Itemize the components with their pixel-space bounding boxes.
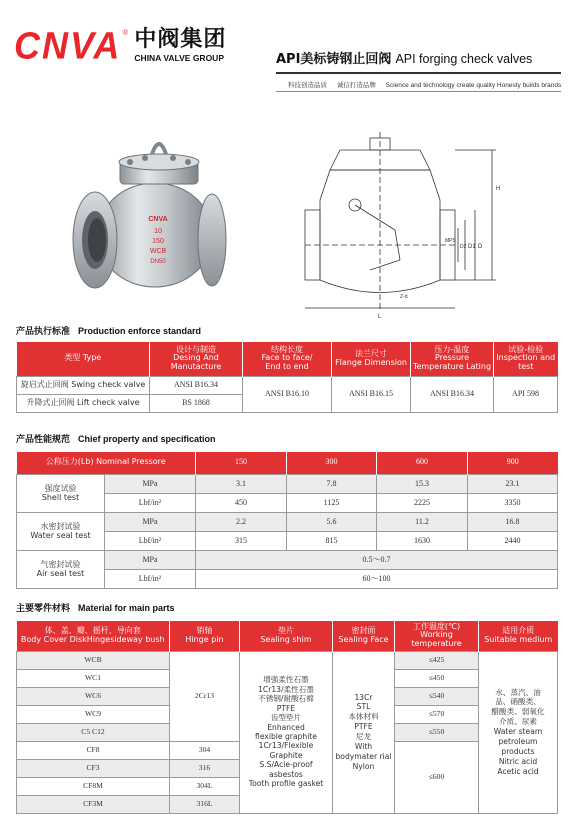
value-cell: 16.8: [468, 512, 558, 531]
slogan-3: Science and technology create quality Honesty builds brands: [385, 82, 562, 89]
value-cell: 1630: [377, 531, 468, 550]
body-material: CF3: [17, 759, 170, 777]
value-cell: 2225: [377, 493, 468, 512]
col-sealing-face: 密封面 Sealing Face: [333, 621, 395, 651]
materials-table: [16, 621, 558, 814]
valve-photo: [60, 130, 240, 305]
class-150: 150: [196, 452, 287, 474]
unit-cell: MPa: [105, 512, 196, 531]
type-cell: 升降式止回阀 Lift check valve: [17, 394, 150, 412]
page-title-cn: API美标铸钢止回阀: [276, 52, 392, 67]
value-cell: 450: [196, 493, 287, 512]
section-title-en: Chief property and specification: [78, 434, 216, 444]
page-title-en: API forging check valves: [395, 52, 533, 66]
slogan-2: 诚信打造品牌: [336, 82, 376, 89]
unit-cell: Lbf/in²: [105, 493, 196, 512]
slogan-1: 科技创造品质: [288, 82, 327, 89]
temp-cell: ≤425: [395, 651, 479, 669]
col-pressure-temp: 压力-温度 Pressure Temperature Lating: [411, 342, 494, 376]
value-cell: 3350: [468, 493, 558, 512]
value-cell: 15.3: [377, 474, 468, 493]
temp-cell: ≤550: [395, 723, 479, 741]
header-divider-thin: [276, 91, 561, 92]
value-cell: 2440: [468, 531, 558, 550]
test-cell: API 598: [494, 376, 558, 412]
class-900: 900: [468, 452, 558, 474]
dim-l: L: [378, 314, 382, 320]
logo-chinese-name: 中阀集团: [134, 27, 227, 53]
pin-material: 304L: [170, 777, 240, 795]
flange-cell: ANSI B16.15: [332, 376, 411, 412]
col-type: 类型 Type: [17, 342, 150, 376]
col-medium: 适用介质 Suitable medium: [479, 621, 558, 651]
body-material: WC9: [17, 705, 170, 723]
body-material: WC1: [17, 669, 170, 687]
table-row: [17, 651, 558, 669]
sealing-face-cell: 13Cr STL 本体材料 PTFE 尼龙 With bodymater rial Nylon: [333, 651, 395, 813]
section-title-property: [16, 432, 216, 445]
company-logo: [14, 25, 226, 67]
test-name: 气密封试验 Air seal test: [17, 550, 105, 588]
design-cell: ANSI B16.34: [150, 376, 243, 394]
unit-cell: MPa: [105, 474, 196, 493]
temp-cell: ≤540: [395, 687, 479, 705]
value-cell: 11.2: [377, 512, 468, 531]
valve-dimension-drawing: [300, 130, 520, 320]
col-body: 体、盖、瓣、摇杆、导向套 Body Cover DiskHingesideway bush: [17, 621, 170, 651]
nominal-pressure-header: 公称压力(Lb) Nominal Pressore: [17, 452, 196, 474]
value-cell: 0.5～0.7: [196, 550, 558, 569]
plate-line-4: DN50: [150, 259, 166, 265]
col-flange: 法兰尺寸 Flange Dimension: [332, 342, 411, 376]
class-600: 600: [377, 452, 468, 474]
dim-mps: MPS: [445, 238, 456, 244]
plate-line-3: WCB: [149, 248, 167, 255]
table-row: [17, 376, 558, 394]
value-cell: 7.8: [287, 474, 377, 493]
unit-cell: Lbf/in²: [105, 569, 196, 588]
col-face-to-face: 结构长度 Face to face/ End to end: [243, 342, 332, 376]
body-material: WC6: [17, 687, 170, 705]
type-cell: 旋启式止回阀 Swing check valve: [17, 376, 150, 394]
section-title-standards: [16, 324, 201, 337]
body-material: CF3M: [17, 795, 170, 813]
property-table: [16, 452, 558, 589]
section-title-cn: 产品执行标准: [16, 327, 71, 337]
temp-cell: ≤600: [395, 741, 479, 813]
pin-material: 316: [170, 759, 240, 777]
dim-d: D: [478, 244, 483, 250]
slogan: [288, 80, 569, 89]
value-cell: 2.2: [196, 512, 287, 531]
test-name: 强度试验 Shell test: [17, 474, 105, 512]
table-row: [17, 512, 558, 531]
unit-cell: Lbf/in²: [105, 531, 196, 550]
medium-cell: 水、蒸汽、油 品、硝酸类、 醋酸类、弱氧化 介质、尿素 Water steam petroleum products Nitric acid Acetic acid: [479, 651, 558, 813]
pt-cell: ANSI B16.34: [411, 376, 494, 412]
test-name: 水密封试验 Water seal test: [17, 512, 105, 550]
plate-brand: CNVA: [148, 216, 168, 223]
pin-material: 316L: [170, 795, 240, 813]
table-row: [17, 474, 558, 493]
pin-material: 2Cr13: [170, 651, 240, 741]
class-300: 300: [287, 452, 377, 474]
body-material: WCB: [17, 651, 170, 669]
body-material: C5 C12: [17, 723, 170, 741]
body-material: CF8M: [17, 777, 170, 795]
dim-d2: D2: [460, 244, 467, 250]
col-inspection: 试验-检验 Inspection and test: [494, 342, 558, 376]
standards-table: [16, 342, 558, 413]
section-title-cn: 产品性能规范: [16, 435, 71, 445]
design-cell: BS 1868: [150, 394, 243, 412]
section-title-en: Production enforce standard: [78, 326, 202, 336]
sealing-shim-cell: 增强柔性石墨 1Cr13/柔性石墨 不锈钢/耐酸石棉 PTFE 齿型垫片 Enhanced flexible graphite 1Cr13/Flexible Graphite S.S/Acie-proof asbestos Tooth profile gasket: [240, 651, 333, 813]
dim-h: H: [496, 186, 501, 192]
logo-english-name: CHINA VALVE GROUP: [134, 53, 224, 64]
temp-cell: ≤450: [395, 669, 479, 687]
section-title-cn: 主要零件材料: [16, 604, 71, 614]
header-divider: [276, 72, 561, 74]
value-cell: 815: [287, 531, 377, 550]
dim-d1: D1: [468, 244, 476, 250]
table-row: [17, 550, 558, 569]
value-cell: 5.6: [287, 512, 377, 531]
temp-cell: ≤570: [395, 705, 479, 723]
body-material: CF8: [17, 741, 170, 759]
dim-zd: Z-d: [400, 294, 408, 300]
section-title-en: Material for main parts: [78, 603, 175, 613]
section-title-materials: [16, 601, 175, 614]
logo-mark: CNVA: [14, 23, 122, 67]
plate-line-1: 10: [154, 228, 162, 235]
registered-mark: ®: [122, 27, 129, 37]
face-cell: ANSI B16.10: [243, 376, 332, 412]
value-cell: 60～100: [196, 569, 558, 588]
value-cell: 1125: [287, 493, 377, 512]
plate-line-2: 150: [152, 238, 164, 245]
value-cell: 3.1: [196, 474, 287, 493]
col-hinge-pin: 销轴 Hinge pin: [170, 621, 240, 651]
page-title: [276, 48, 532, 68]
col-sealing-shim: 垫片 Sealing shim: [240, 621, 333, 651]
pin-material: 304: [170, 741, 240, 759]
col-working-temp: 工作温度(℃) Working temperature: [395, 621, 479, 651]
value-cell: 23.1: [468, 474, 558, 493]
unit-cell: MPa: [105, 550, 196, 569]
value-cell: 315: [196, 531, 287, 550]
col-design: 设计与制造 Desing And Manutacture: [150, 342, 243, 376]
